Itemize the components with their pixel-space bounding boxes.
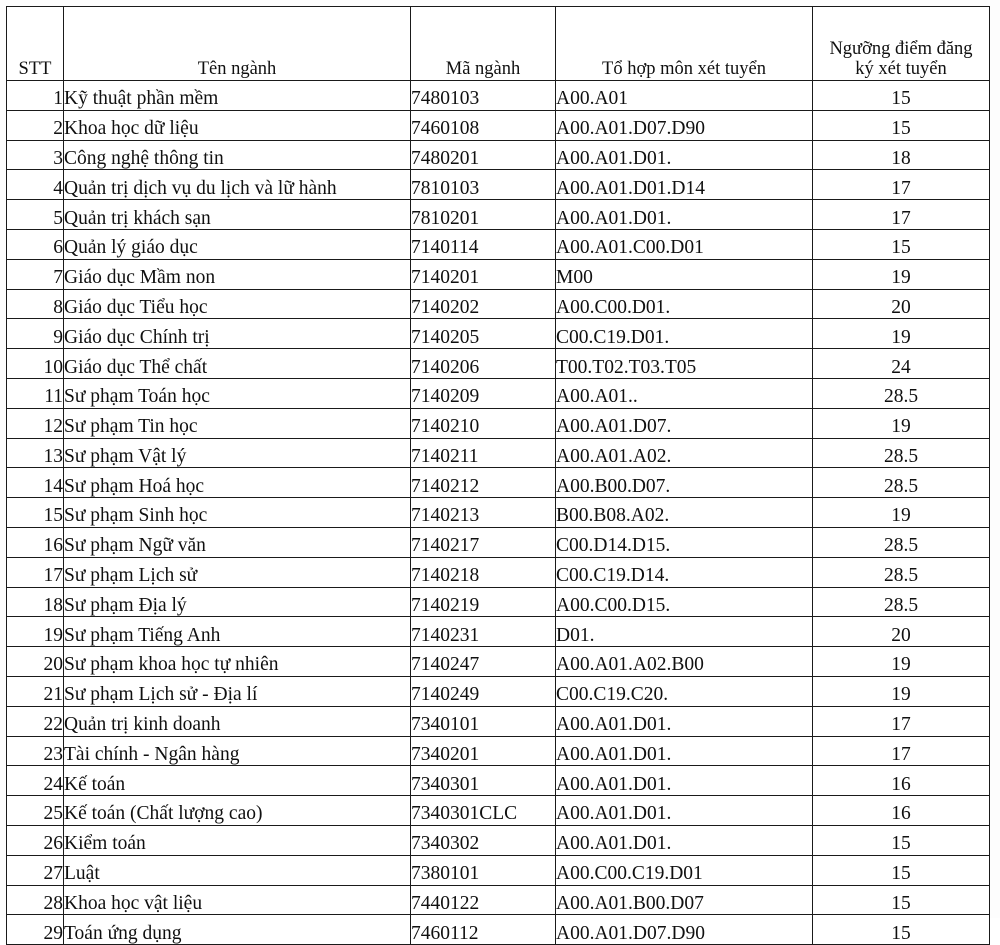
cell-stt: 26 — [7, 825, 64, 855]
cell-major-name: Khoa học vật liệu — [64, 885, 411, 915]
table-row — [7, 706, 990, 736]
cell-combination: A00.C00.C19.D01 — [556, 855, 813, 885]
cell-combination: A00.A01.A02.B00 — [556, 647, 813, 677]
cell-major-code: 7140212 — [411, 468, 556, 498]
cell-stt: 20 — [7, 647, 64, 677]
cell-major-code: 7380101 — [411, 855, 556, 885]
table-row — [7, 527, 990, 557]
cell-major-code: 7810201 — [411, 200, 556, 230]
table-header-row — [7, 7, 990, 81]
cell-major-code: 7140247 — [411, 647, 556, 677]
column-header-score-threshold — [813, 7, 990, 81]
cell-score: 16 — [813, 796, 990, 826]
cell-major-name: Quản trị khách sạn — [64, 200, 411, 230]
cell-score: 19 — [813, 676, 990, 706]
column-header-major-name: Tên ngành — [64, 7, 411, 81]
table-row — [7, 438, 990, 468]
cell-major-code: 7140213 — [411, 498, 556, 528]
cell-major-name: Sư phạm Địa lý — [64, 587, 411, 617]
cell-score: 28.5 — [813, 438, 990, 468]
cell-combination: T00.T02.T03.T05 — [556, 349, 813, 379]
cell-score: 19 — [813, 319, 990, 349]
table-header — [7, 7, 990, 81]
cell-major-code: 7140249 — [411, 676, 556, 706]
cell-stt: 5 — [7, 200, 64, 230]
cell-major-code: 7140205 — [411, 319, 556, 349]
table-row — [7, 110, 990, 140]
cell-combination: A00.A01.D01. — [556, 796, 813, 826]
cell-score: 17 — [813, 170, 990, 200]
cell-combination: C00.C19.C20. — [556, 676, 813, 706]
cell-combination: A00.A01.C00.D01 — [556, 229, 813, 259]
cell-combination: A00.A01.D01. — [556, 200, 813, 230]
table-row — [7, 736, 990, 766]
cell-major-code: 7340302 — [411, 825, 556, 855]
table-row — [7, 319, 990, 349]
table-row — [7, 647, 990, 677]
cell-score: 28.5 — [813, 527, 990, 557]
cell-major-code: 7810103 — [411, 170, 556, 200]
cell-combination: A00.A01 — [556, 81, 813, 111]
cell-major-name: Kiểm toán — [64, 825, 411, 855]
table-row — [7, 766, 990, 796]
cell-combination: A00.A01.B00.D07 — [556, 885, 813, 915]
cell-stt: 29 — [7, 915, 64, 945]
cell-combination: A00.A01.D01. — [556, 140, 813, 170]
cell-stt: 10 — [7, 349, 64, 379]
cell-stt: 19 — [7, 617, 64, 647]
table-row — [7, 81, 990, 111]
cell-score: 15 — [813, 825, 990, 855]
cell-combination: A00.A01.D01.D14 — [556, 170, 813, 200]
cell-major-name: Sư phạm Lịch sử - Địa lí — [64, 676, 411, 706]
cell-stt: 17 — [7, 557, 64, 587]
cell-major-code: 7340201 — [411, 736, 556, 766]
admission-criteria-table — [6, 6, 990, 945]
table-row — [7, 140, 990, 170]
cell-major-name: Giáo dục Chính trị — [64, 319, 411, 349]
cell-score: 28.5 — [813, 378, 990, 408]
cell-major-name: Công nghệ thông tin — [64, 140, 411, 170]
cell-major-name: Sư phạm Toán học — [64, 378, 411, 408]
cell-major-name: Sư phạm Sinh học — [64, 498, 411, 528]
cell-stt: 16 — [7, 527, 64, 557]
cell-major-name: Sư phạm Ngữ văn — [64, 527, 411, 557]
cell-major-name: Kế toán (Chất lượng cao) — [64, 796, 411, 826]
cell-score: 17 — [813, 200, 990, 230]
table-row — [7, 378, 990, 408]
column-header-major-code: Mã ngành — [411, 7, 556, 81]
cell-major-code: 7340301CLC — [411, 796, 556, 826]
cell-stt: 21 — [7, 676, 64, 706]
cell-score: 17 — [813, 706, 990, 736]
cell-major-code: 7140206 — [411, 349, 556, 379]
cell-major-name: Quản trị kinh doanh — [64, 706, 411, 736]
cell-stt: 8 — [7, 289, 64, 319]
cell-stt: 12 — [7, 408, 64, 438]
cell-major-code: 7460108 — [411, 110, 556, 140]
cell-stt: 11 — [7, 378, 64, 408]
cell-score: 19 — [813, 647, 990, 677]
cell-stt: 22 — [7, 706, 64, 736]
cell-score: 28.5 — [813, 468, 990, 498]
cell-major-code: 7340301 — [411, 766, 556, 796]
cell-combination: A00.A01.D07.D90 — [556, 915, 813, 945]
cell-combination: A00.A01.D01. — [556, 736, 813, 766]
cell-combination: A00.A01.. — [556, 378, 813, 408]
cell-stt: 1 — [7, 81, 64, 111]
cell-major-name: Sư phạm Vật lý — [64, 438, 411, 468]
cell-stt: 2 — [7, 110, 64, 140]
cell-major-name: Sư phạm Tiếng Anh — [64, 617, 411, 647]
cell-major-code: 7140202 — [411, 289, 556, 319]
cell-major-name: Toán ứng dụng — [64, 915, 411, 945]
score-header-line-2: ký xét tuyển — [855, 59, 947, 80]
table-row — [7, 855, 990, 885]
cell-stt: 25 — [7, 796, 64, 826]
cell-major-name: Giáo dục Mầm non — [64, 259, 411, 289]
table-row — [7, 498, 990, 528]
cell-major-code: 7140217 — [411, 527, 556, 557]
cell-score: 15 — [813, 915, 990, 945]
cell-combination: M00 — [556, 259, 813, 289]
cell-major-name: Sư phạm khoa học tự nhiên — [64, 647, 411, 677]
table-row — [7, 557, 990, 587]
cell-major-name: Sư phạm Hoá học — [64, 468, 411, 498]
cell-major-name: Sư phạm Lịch sử — [64, 557, 411, 587]
cell-major-name: Quản lý giáo dục — [64, 229, 411, 259]
cell-score: 19 — [813, 259, 990, 289]
cell-stt: 27 — [7, 855, 64, 885]
cell-stt: 7 — [7, 259, 64, 289]
table-row — [7, 289, 990, 319]
cell-major-code: 7440122 — [411, 885, 556, 915]
table-row — [7, 617, 990, 647]
table-row — [7, 408, 990, 438]
cell-combination: A00.A01.D01. — [556, 766, 813, 796]
cell-combination: C00.D14.D15. — [556, 527, 813, 557]
table-row — [7, 587, 990, 617]
column-header-stt: STT — [7, 7, 64, 81]
cell-score: 20 — [813, 617, 990, 647]
cell-score: 17 — [813, 736, 990, 766]
cell-major-name: Sư phạm Tin học — [64, 408, 411, 438]
cell-combination: A00.A01.D01. — [556, 706, 813, 736]
cell-major-code: 7140231 — [411, 617, 556, 647]
cell-combination: A00.C00.D01. — [556, 289, 813, 319]
cell-score: 15 — [813, 855, 990, 885]
cell-major-code: 7460112 — [411, 915, 556, 945]
table-row — [7, 259, 990, 289]
table-row — [7, 468, 990, 498]
cell-major-code: 7140114 — [411, 229, 556, 259]
cell-score: 19 — [813, 498, 990, 528]
cell-major-code: 7340101 — [411, 706, 556, 736]
table-row — [7, 170, 990, 200]
cell-major-name: Luật — [64, 855, 411, 885]
cell-major-name: Kỹ thuật phần mềm — [64, 81, 411, 111]
cell-combination: A00.A01.D07.D90 — [556, 110, 813, 140]
cell-major-code: 7140211 — [411, 438, 556, 468]
cell-score: 15 — [813, 110, 990, 140]
table-row — [7, 825, 990, 855]
cell-stt: 15 — [7, 498, 64, 528]
cell-stt: 6 — [7, 229, 64, 259]
cell-score: 15 — [813, 81, 990, 111]
cell-score: 20 — [813, 289, 990, 319]
cell-combination: A00.B00.D07. — [556, 468, 813, 498]
cell-major-code: 7140218 — [411, 557, 556, 587]
cell-stt: 13 — [7, 438, 64, 468]
table-row — [7, 200, 990, 230]
column-header-subject-combination: Tổ hợp môn xét tuyển — [556, 7, 813, 81]
cell-combination: C00.C19.D14. — [556, 557, 813, 587]
cell-stt: 14 — [7, 468, 64, 498]
table-body — [7, 81, 990, 945]
table-row — [7, 915, 990, 945]
cell-score: 24 — [813, 349, 990, 379]
cell-combination: B00.B08.A02. — [556, 498, 813, 528]
cell-score: 28.5 — [813, 587, 990, 617]
table-row — [7, 349, 990, 379]
cell-stt: 3 — [7, 140, 64, 170]
cell-combination: A00.A01.D07. — [556, 408, 813, 438]
cell-major-code: 7140201 — [411, 259, 556, 289]
cell-score: 19 — [813, 408, 990, 438]
cell-combination: A00.C00.D15. — [556, 587, 813, 617]
table-row — [7, 676, 990, 706]
cell-score: 16 — [813, 766, 990, 796]
table-row — [7, 796, 990, 826]
cell-major-name: Giáo dục Tiểu học — [64, 289, 411, 319]
cell-score: 15 — [813, 885, 990, 915]
cell-major-code: 7140219 — [411, 587, 556, 617]
cell-score: 15 — [813, 229, 990, 259]
cell-major-name: Khoa học dữ liệu — [64, 110, 411, 140]
cell-major-name: Giáo dục Thể chất — [64, 349, 411, 379]
cell-score: 18 — [813, 140, 990, 170]
cell-combination: D01. — [556, 617, 813, 647]
cell-score: 28.5 — [813, 557, 990, 587]
cell-stt: 28 — [7, 885, 64, 915]
cell-combination: A00.A01.D01. — [556, 825, 813, 855]
cell-major-name: Quản trị dịch vụ du lịch và lữ hành — [64, 170, 411, 200]
cell-stt: 4 — [7, 170, 64, 200]
cell-stt: 18 — [7, 587, 64, 617]
table-row — [7, 885, 990, 915]
cell-major-code: 7480201 — [411, 140, 556, 170]
cell-major-code: 7140210 — [411, 408, 556, 438]
table-row — [7, 229, 990, 259]
cell-stt: 9 — [7, 319, 64, 349]
cell-stt: 24 — [7, 766, 64, 796]
cell-major-name: Kế toán — [64, 766, 411, 796]
cell-major-code: 7140209 — [411, 378, 556, 408]
cell-combination: C00.C19.D01. — [556, 319, 813, 349]
score-header-line-1: Ngưỡng điểm đăng — [829, 38, 973, 59]
cell-major-code: 7480103 — [411, 81, 556, 111]
cell-stt: 23 — [7, 736, 64, 766]
cell-major-name: Tài chính - Ngân hàng — [64, 736, 411, 766]
cell-combination: A00.A01.A02. — [556, 438, 813, 468]
